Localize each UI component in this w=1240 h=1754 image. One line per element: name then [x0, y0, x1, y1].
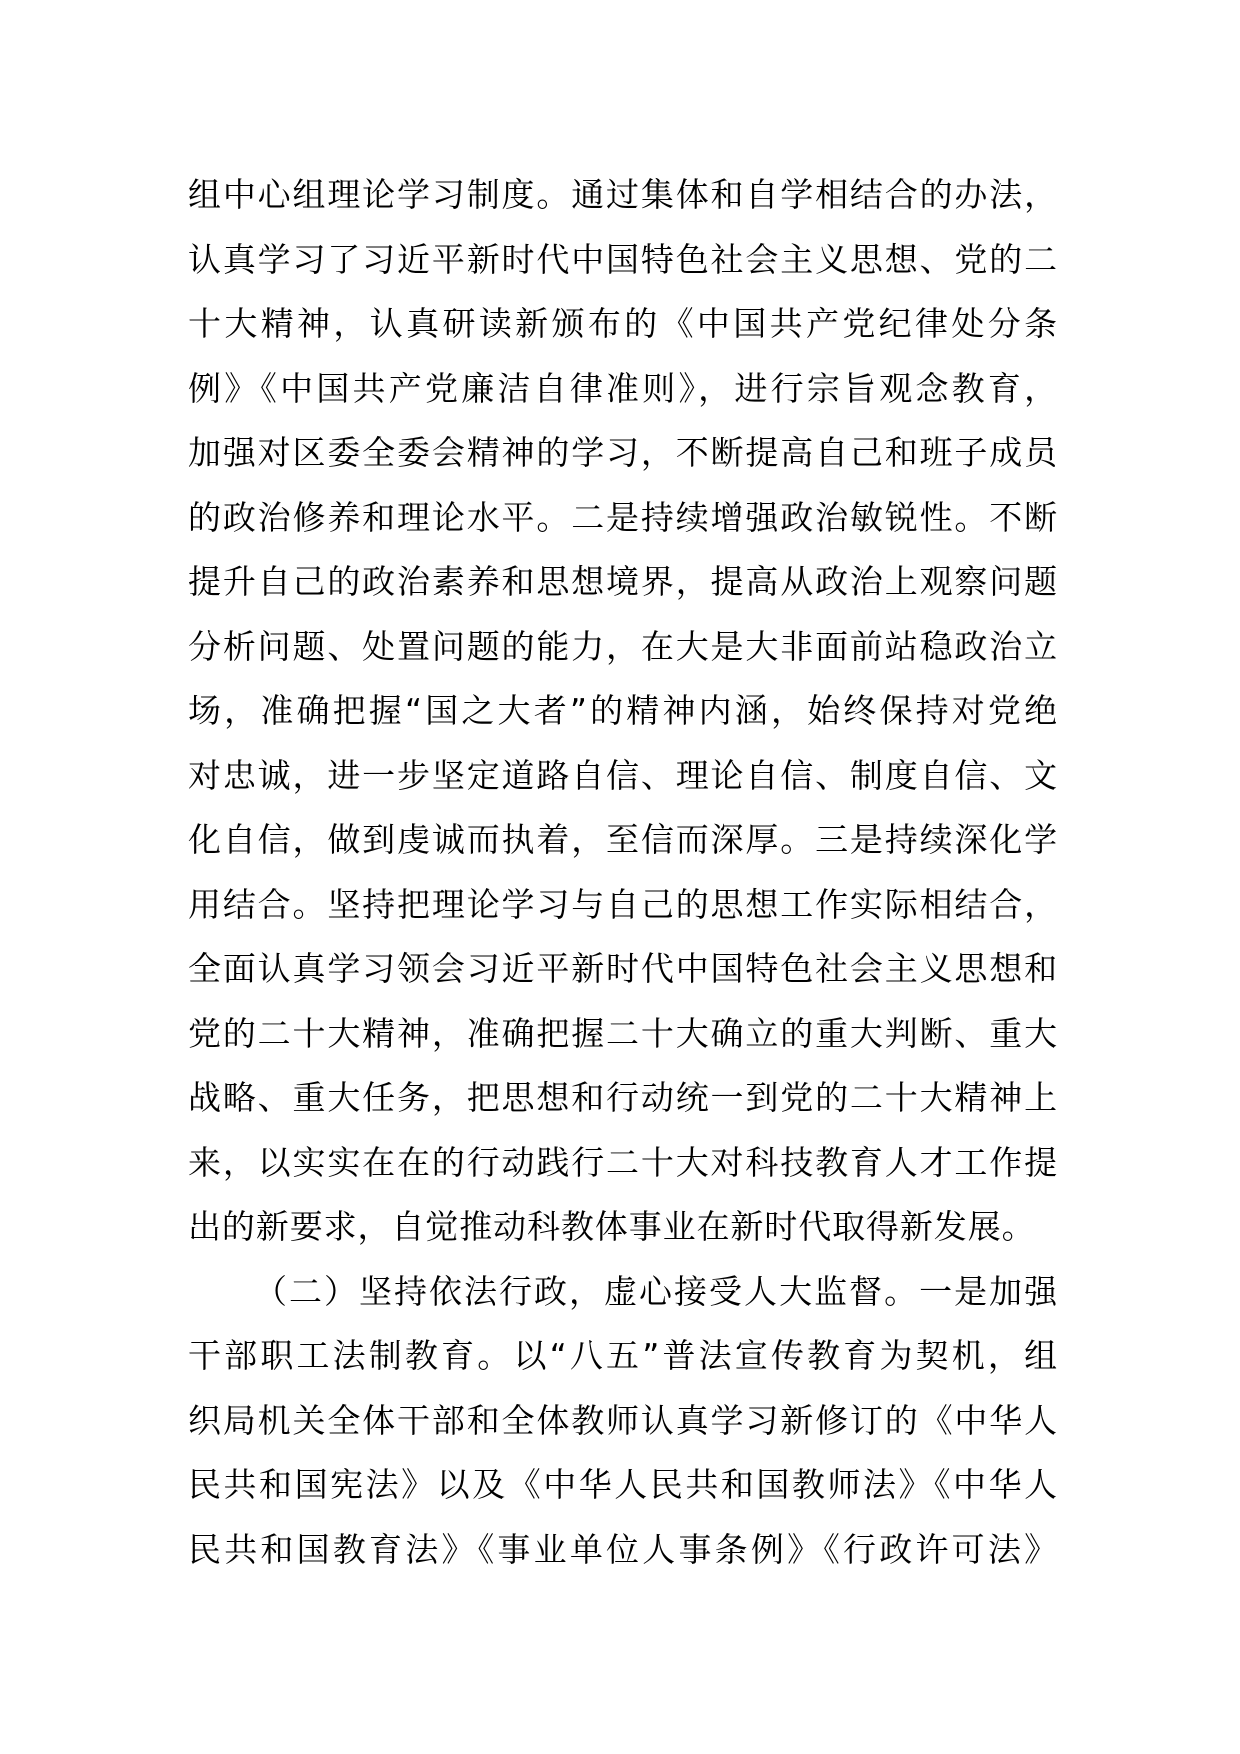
text-line: 织局机关全体干部和全体教师认真学习新修订的《中华人 [188, 1400, 1058, 1440]
text-line: 分析问题、处置问题的能力，在大是大非面前站稳政治立 [188, 626, 1058, 666]
text-line: 民共和国宪法》以及《中华人民共和国教师法》《中华人 [188, 1465, 1058, 1504]
section-heading-line: （二）坚持依法行政，虚心接受人大监督。一是加强 [254, 1271, 1058, 1311]
text-line: 民共和国教育法》《事业单位人事条例》《行政许可法》 [188, 1529, 1058, 1569]
text-line: 加强对区委全委会精神的学习，不断提高自己和班子成员 [188, 433, 1058, 472]
text-line: 的政治修养和理论水平。二是持续增强政治敏锐性。不断 [188, 497, 1058, 537]
paragraph-end-line: 出的新要求，自觉推动科教体事业在新时代取得新发展。 [188, 1207, 1036, 1246]
text-line: 全面认真学习领会习近平新时代中国特色社会主义思想和 [188, 949, 1058, 988]
text-line: 来，以实实在在的行动践行二十大对科技教育人才工作提 [188, 1142, 1058, 1182]
text-line: 干部职工法制教育。以“八五”普法宣传教育为契机，组 [188, 1336, 1058, 1375]
text-line: 用结合。坚持把理论学习与自己的思想工作实际相结合， [188, 884, 1058, 924]
text-line: 对忠诚，进一步坚定道路自信、理论自信、制度自信、文 [188, 755, 1058, 795]
text-line: 提升自己的政治素养和思想境界，提高从政治上观察问题 [188, 562, 1058, 601]
text-line: 例》《中国共产党廉洁自律准则》，进行宗旨观念教育， [188, 368, 1058, 408]
text-line: 十大精神，认真研读新颁布的《中国共产党纪律处分条 [188, 304, 1058, 343]
text-line: 化自信，做到虔诚而执着，至信而深厚。三是持续深化学 [188, 820, 1058, 859]
text-line: 认真学习了习近平新时代中国特色社会主义思想、党的二 [188, 239, 1058, 279]
body-text [188, 163, 1058, 1582]
text-line: 组中心组理论学习制度。通过集体和自学相结合的办法， [188, 175, 1058, 214]
text-line: 场，准确把握“国之大者”的精神内涵，始终保持对党绝 [188, 691, 1058, 730]
text-line: 战略、重大任务，把思想和行动统一到党的二十大精神上 [188, 1078, 1058, 1117]
text-line: 党的二十大精神，准确把握二十大确立的重大判断、重大 [188, 1013, 1058, 1053]
